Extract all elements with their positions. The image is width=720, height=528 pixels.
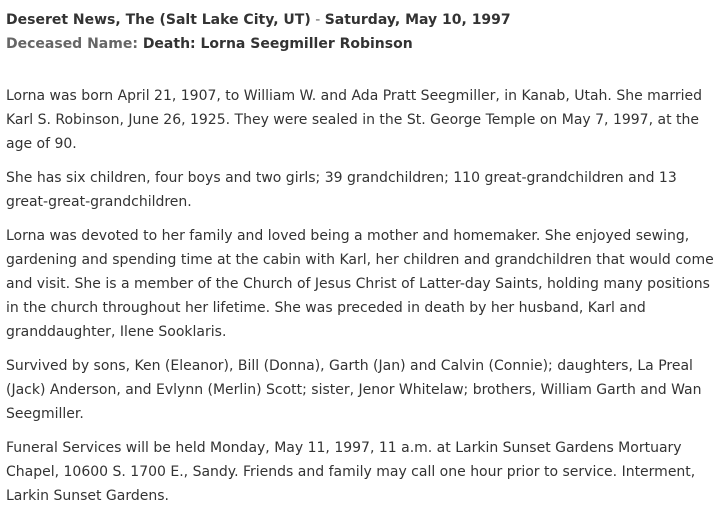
- paragraph-life: Lorna was devoted to her family and loved being a mother and homemaker. She enjoyed sewing, gardening and spending time at the cabin with Karl, her children and grandchildren that would come and visit. She is a member of the Church of Jesus Christ of Latter-day Saints, holding many positions in the church throughout her lifetime. She was preceded in death by her husband, Karl and granddaughter, Ilene Sooklaris.: [6, 228, 714, 340]
- paragraph-birth: Lorna was born April 21, 1907, to William W. and Ada Pratt Seegmiller, in Kanab, Utah. She married Karl S. Robinson, June 26, 1925. They were sealed in the St. George Temple on May 7, 1997, at the age of 90.: [6, 88, 703, 152]
- publication-name: Deseret News, The (Salt Lake City, UT): [6, 12, 311, 28]
- paragraph-descendants: She has six children, four boys and two girls; 39 grandchildren; 110 great-grandchildren and 13 great-great-grandchildren.: [6, 170, 677, 210]
- obituary-body: [6, 84, 714, 508]
- paragraph-services: Funeral Services will be held Monday, May 11, 1997, 11 a.m. at Larkin Sunset Gardens Mortuary Chapel, 10600 S. 1700 E., Sandy. Friends and family may call one hour prior to service. Interment, Larkin Sunset Gardens.: [6, 440, 696, 504]
- deceased-label: Deceased Name:: [6, 36, 138, 52]
- header-separator: -: [310, 12, 325, 28]
- publication-date: Saturday, May 10, 1997: [324, 12, 511, 28]
- deceased-name: Death: Lorna Seegmiller Robinson: [142, 36, 413, 52]
- source-line: [6, 8, 714, 32]
- deceased-line: [6, 32, 714, 56]
- paragraph-survivors: Survived by sons, Ken (Eleanor), Bill (Donna), Garth (Jan) and Calvin (Connie); daughters, La Preal (Jack) Anderson, and Evlynn (Merlin) Scott; sister, Jenor Whitelaw; brothers, William Garth and Wan Seegmiller.: [6, 358, 702, 422]
